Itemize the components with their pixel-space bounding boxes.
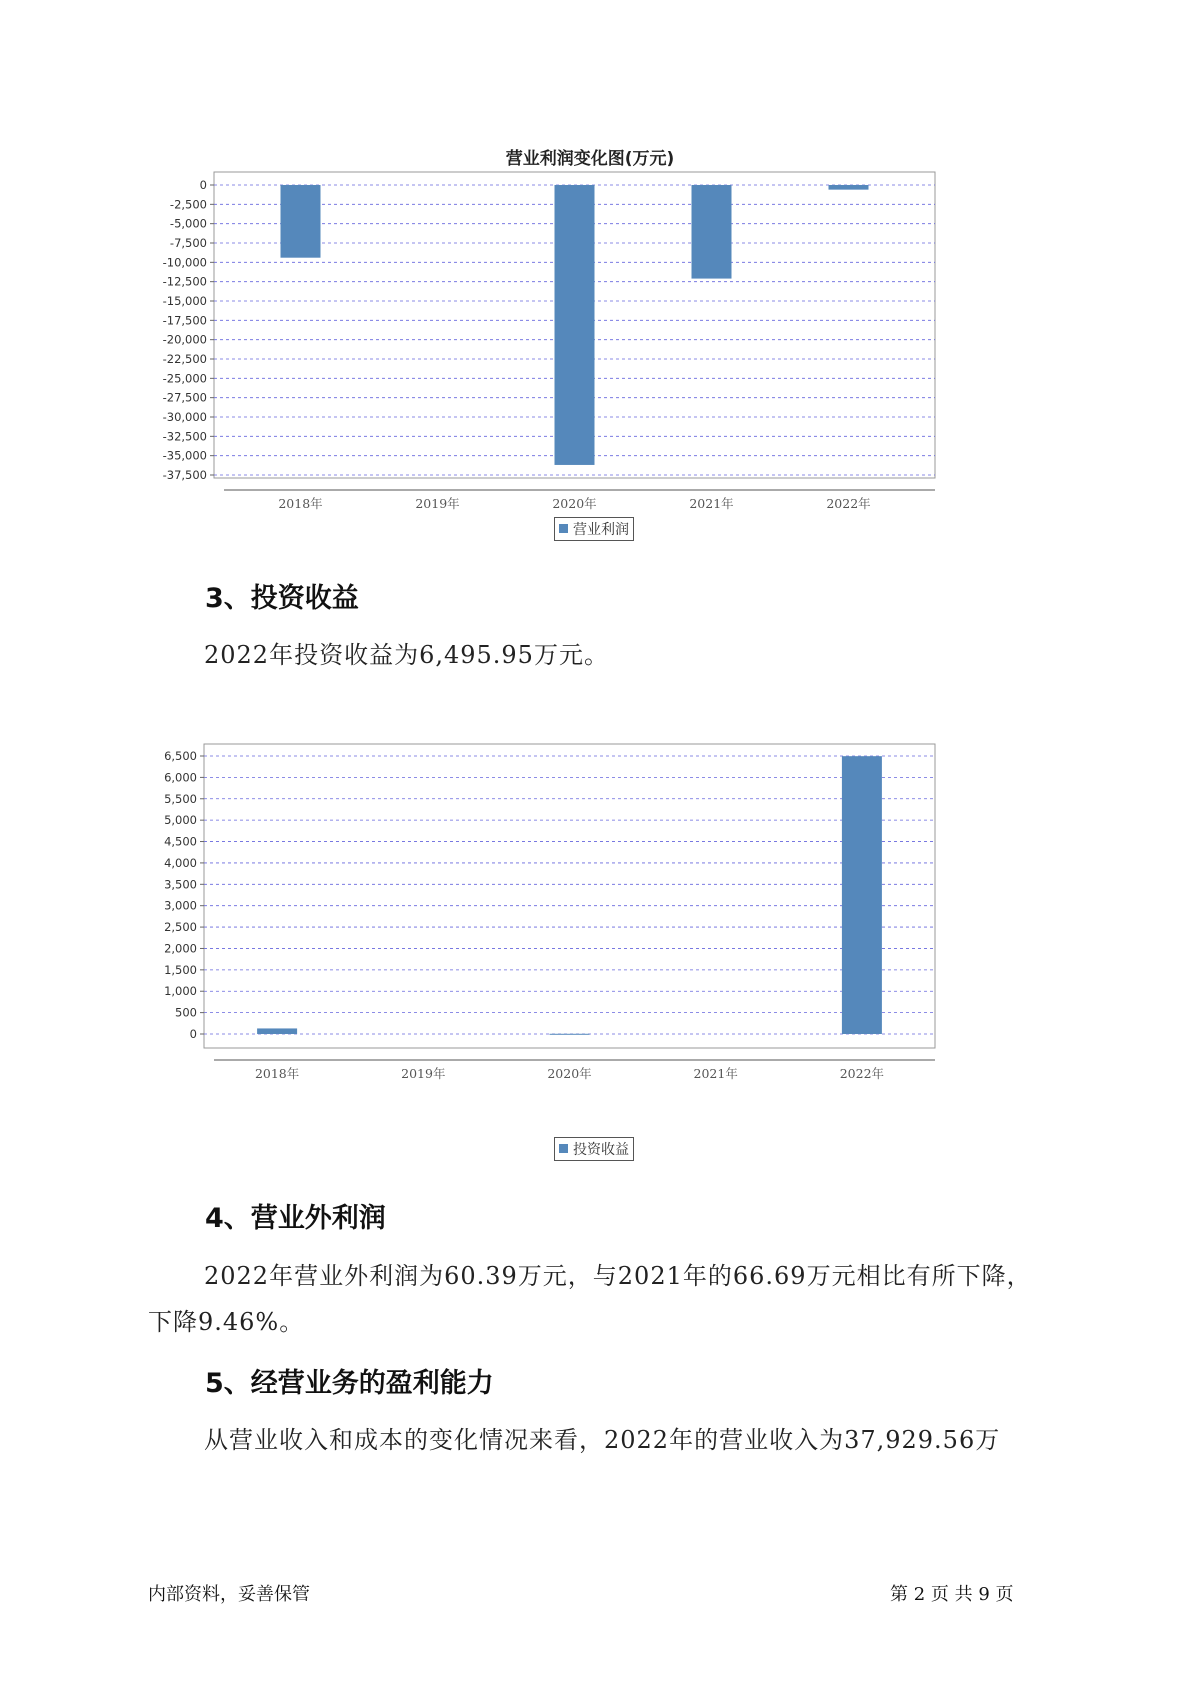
bar-2018年 <box>281 185 321 258</box>
y-tick-label: 1,500 <box>164 962 197 977</box>
investment-income-chart <box>150 749 1030 1180</box>
y-tick-label: -2,500 <box>169 197 207 212</box>
footer-page-number: 第 2 页 共 9 页 <box>890 1584 1014 1605</box>
y-tick-label: 5,500 <box>164 791 197 806</box>
legend-swatch <box>559 524 568 533</box>
section-4-text-line2: 下降9.46%。 <box>148 1308 305 1336</box>
x-category-label: 2018年 <box>254 1066 300 1081</box>
section-5-heading: 5、经营业务的盈利能力 <box>205 1368 494 1399</box>
y-tick-label: 6,000 <box>164 770 197 785</box>
x-category-label: 2022年 <box>826 496 871 511</box>
y-tick-label: -27,500 <box>162 390 207 405</box>
section-3-text: 2022年投资收益为6,495.95万元。 <box>204 641 609 669</box>
chart-title: 营业利润变化图(万元) <box>505 149 675 169</box>
y-tick-label: 6,500 <box>164 749 197 763</box>
y-tick-label: -30,000 <box>162 410 207 424</box>
x-category-label: 2018年 <box>278 496 323 511</box>
x-category-label: 2019年 <box>401 1066 446 1081</box>
bar-2020年 <box>555 185 595 465</box>
legend-swatch <box>559 1144 568 1153</box>
y-tick-label: 1,000 <box>164 984 197 999</box>
chart-plot <box>150 749 1030 1170</box>
y-tick-label: -10,000 <box>162 255 207 270</box>
y-tick-label: 2,500 <box>164 920 197 935</box>
operating-profit-chart <box>150 140 1030 560</box>
y-tick-label: -7,500 <box>169 236 207 250</box>
y-tick-label: -37,500 <box>162 468 207 482</box>
y-tick-label: -32,500 <box>162 429 207 444</box>
bar-2022年 <box>829 185 869 190</box>
plot-frame <box>204 744 935 1048</box>
section-4-heading: 4、营业外利润 <box>205 1203 386 1234</box>
y-tick-label: 500 <box>175 1005 197 1020</box>
y-tick-label: 4,500 <box>164 834 197 849</box>
bar-2020年 <box>550 1034 590 1035</box>
section-5-text-line1: 从营业收入和成本的变化情况来看，2022年的营业收入为37,929.56万 <box>204 1426 1001 1454</box>
x-category-label: 2020年 <box>552 496 597 511</box>
chart-legend <box>554 1137 634 1161</box>
y-tick-label: 3,000 <box>164 898 197 913</box>
y-tick-label: -35,000 <box>162 448 207 463</box>
y-tick-label: 3,500 <box>164 877 197 892</box>
y-tick-label: -5,000 <box>169 216 207 231</box>
y-tick-label: 0 <box>199 178 207 192</box>
y-tick-label: -22,500 <box>162 352 207 366</box>
x-category-label: 2021年 <box>693 1066 738 1081</box>
y-tick-label: 0 <box>189 1027 197 1041</box>
x-category-label: 2020年 <box>547 1066 592 1081</box>
x-category-label: 2019年 <box>415 496 460 511</box>
section-3-heading: 3、投资收益 <box>205 583 359 614</box>
chart-plot <box>150 170 1030 550</box>
legend-label: 投资收益 <box>573 1142 629 1158</box>
section-4-text-line1: 2022年营业外利润为60.39万元，与2021年的66.69万元相比有所下降， <box>204 1262 1032 1290</box>
y-tick-label: 4,000 <box>164 855 197 870</box>
bar-2021年 <box>692 185 732 279</box>
x-category-label: 2022年 <box>839 1066 885 1081</box>
x-category-label: 2021年 <box>689 496 734 511</box>
y-tick-label: -12,500 <box>162 274 207 289</box>
y-tick-label: 5,000 <box>164 813 197 828</box>
y-tick-label: -15,000 <box>162 294 207 308</box>
chart-legend <box>554 517 634 541</box>
footer-confidential: 内部资料，妥善保管 <box>148 1584 310 1605</box>
bar-2018年 <box>257 1028 297 1034</box>
y-tick-label: -25,000 <box>162 371 207 386</box>
y-tick-label: -20,000 <box>162 332 207 347</box>
bar-2022年 <box>842 756 882 1034</box>
y-tick-label: 2,000 <box>164 941 197 956</box>
y-tick-label: -17,500 <box>162 313 207 328</box>
legend-label: 营业利润 <box>573 522 629 538</box>
